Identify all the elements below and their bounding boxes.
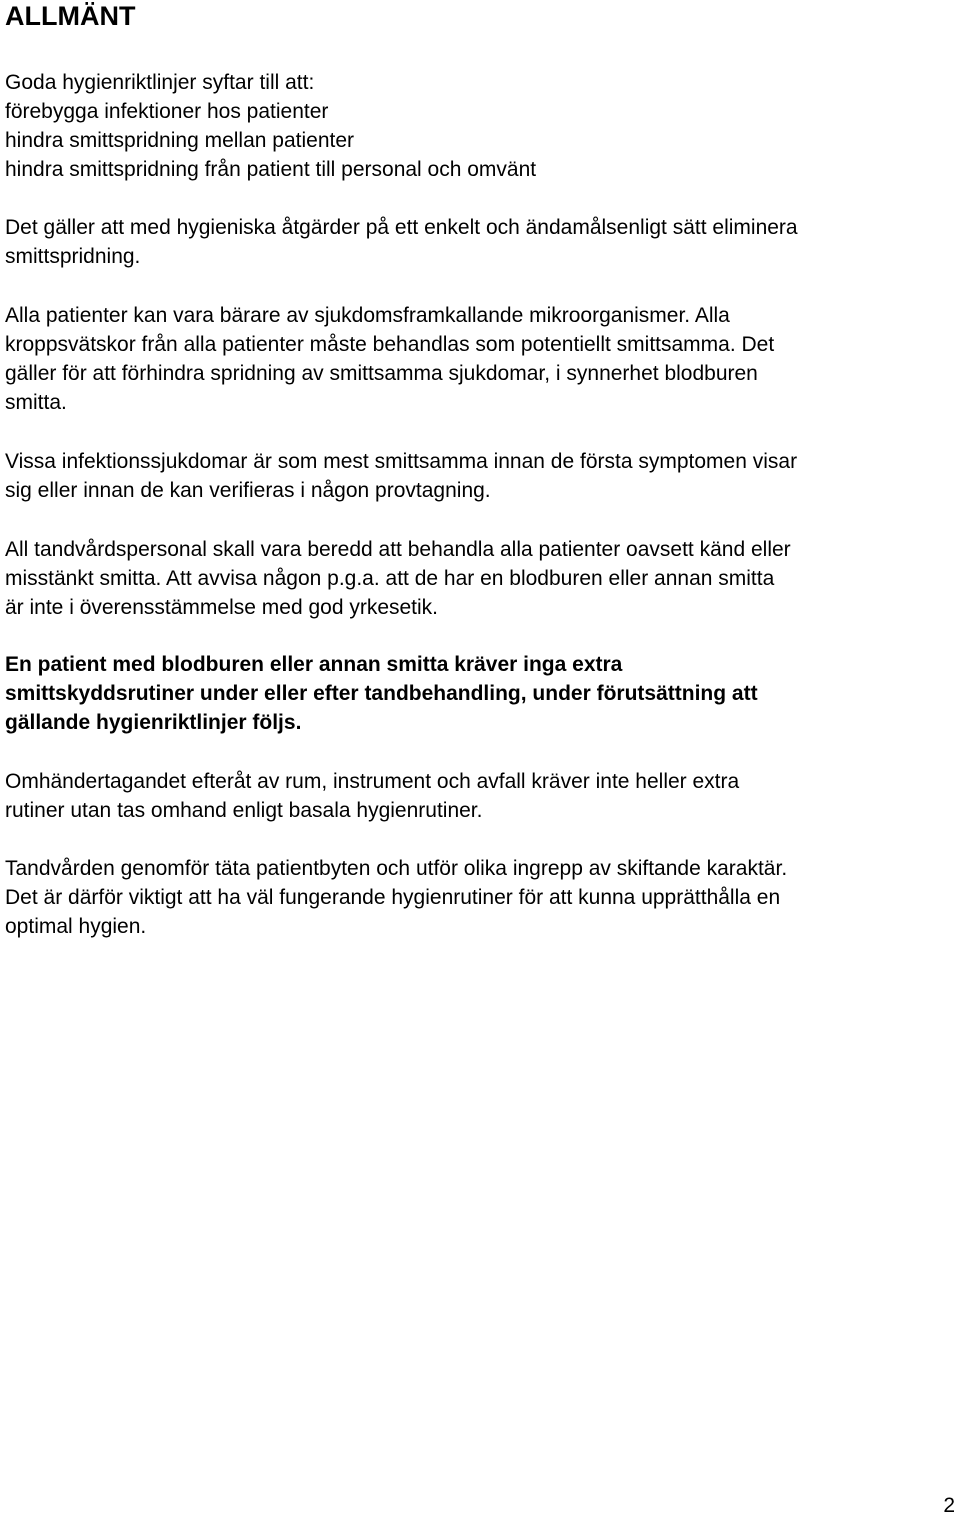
paragraph-carriers xyxy=(5,301,774,417)
paragraph-line: gäller för att förhindra spridning av smittsamma sjukdomar, i synnerhet blodburen xyxy=(5,362,758,385)
intro-line: Goda hygienriktlinjer syftar till att: xyxy=(5,71,315,94)
paragraph-line: En patient med blodburen eller annan smitta kräver inga extra xyxy=(5,653,623,676)
paragraph-line: är inte i överensstämmelse med god yrkesetik. xyxy=(5,596,439,619)
paragraph-line: sig eller innan de kan verifieras i någon provtagning. xyxy=(5,479,491,502)
intro-line: hindra smittspridning från patient till personal och omvänt xyxy=(5,158,537,181)
paragraph-line: gällande hygienriktlinjer följs. xyxy=(5,711,302,734)
paragraph-line: Tandvården genomför täta patientbyten och utför olika ingrepp av skiftande karaktär. xyxy=(5,857,788,880)
paragraph-line: optimal hygien. xyxy=(5,915,147,938)
paragraph-line: Det är därför viktigt att ha väl fungerande hygienrutiner för att kunna upprätthålla en xyxy=(5,886,781,909)
paragraph-line: smittskyddsrutiner under eller efter tandbehandling, under förutsättning att xyxy=(5,682,758,705)
paragraph-patient-turnover xyxy=(5,854,787,941)
paragraph-aftercare xyxy=(5,767,739,825)
paragraph-line: Alla patienter kan vara bärare av sjukdomsframkallande mikroorganismer. Alla xyxy=(5,304,730,327)
section-heading: ALLMÄNT xyxy=(5,1,136,31)
paragraph-line: Det gäller att med hygieniska åtgärder på ett enkelt och ändamålsenligt sätt eliminera xyxy=(5,216,798,239)
intro-paragraph xyxy=(5,68,536,184)
paragraph-line: smittspridning. xyxy=(5,245,141,268)
paragraph-line: smitta. xyxy=(5,391,67,414)
paragraph-line: kroppsvätskor från alla patienter måste behandlas som potentiellt smittsamma. Det xyxy=(5,333,775,356)
page-number: 2 xyxy=(943,1494,955,1517)
paragraph-elimination xyxy=(5,213,798,271)
intro-line: förebygga infektioner hos patienter xyxy=(5,100,329,123)
paragraph-infectious-diseases xyxy=(5,447,797,505)
paragraph-dental-staff xyxy=(5,535,791,622)
paragraph-line: Omhändertagandet efteråt av rum, instrument och avfall kräver inte heller extra xyxy=(5,770,740,793)
paragraph-line: rutiner utan tas omhand enligt basala hygienrutiner. xyxy=(5,799,483,822)
paragraph-line: Vissa infektionssjukdomar är som mest smittsamma innan de första symptomen visar xyxy=(5,450,798,473)
intro-line: hindra smittspridning mellan patienter xyxy=(5,129,355,152)
paragraph-line: All tandvårdspersonal skall vara beredd att behandla alla patienter oavsett känd eller xyxy=(5,538,791,561)
paragraph-emphasis xyxy=(5,650,758,737)
paragraph-line: misstänkt smitta. Att avvisa någon p.g.a. att de har en blodburen eller annan smitta xyxy=(5,567,775,590)
